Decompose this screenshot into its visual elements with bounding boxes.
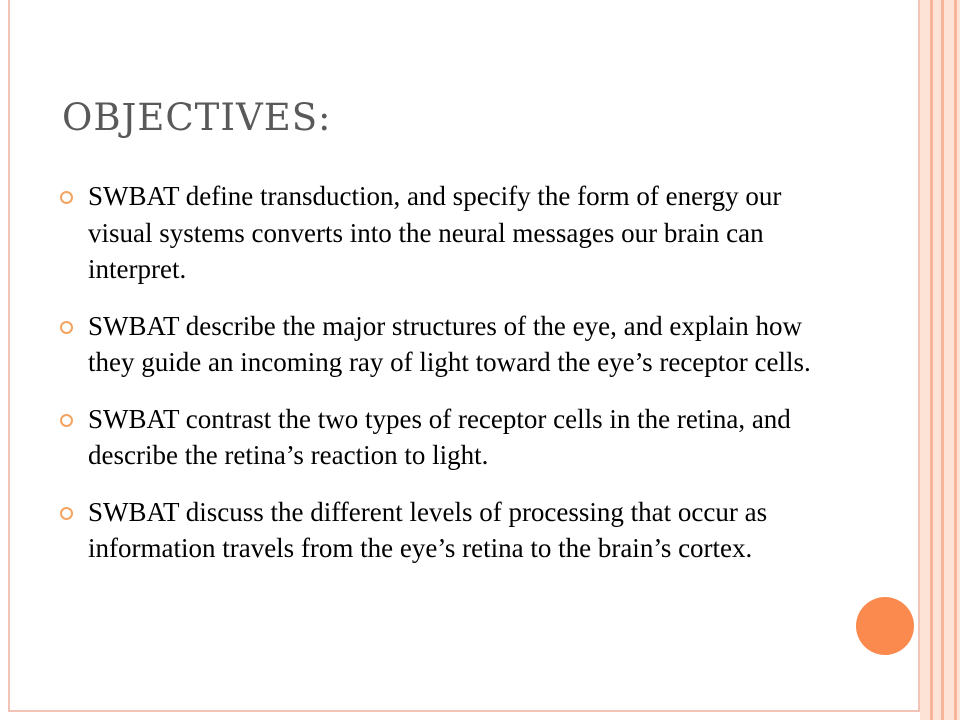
bullet-circle-icon	[60, 191, 73, 204]
bullet-item	[60, 308, 840, 381]
bullet-circle-icon	[60, 414, 73, 427]
stripe-decoration	[944, 0, 954, 720]
bullet-item	[60, 494, 840, 567]
bullet-text: SWBAT describe the major structures of the eye, and explain how they guide an incoming ray of light toward the eye’s receptor cells.	[88, 310, 811, 377]
orange-circle-decoration	[856, 597, 914, 655]
bullet-item	[60, 178, 840, 288]
stripe-decoration	[920, 0, 930, 720]
bullet-circle-icon	[60, 321, 73, 334]
bullet-text: SWBAT discuss the different levels of processing that occur as information travels from the eye’s retina to the brain’s cortex.	[88, 496, 768, 563]
bullet-circle-icon	[60, 507, 73, 520]
objectives-list	[60, 178, 840, 587]
bullet-item	[60, 401, 840, 474]
slide-title: OBJECTIVES:	[62, 96, 332, 139]
bullet-text: SWBAT define transduction, and specify the form of energy our visual systems converts into the neural messages our brain can interpret.	[88, 181, 782, 284]
side-stripes-decoration	[920, 0, 960, 720]
stripe-decoration	[933, 0, 941, 720]
bullet-text: SWBAT contrast the two types of receptor cells in the retina, and describe the retina’s reaction to light.	[88, 403, 791, 470]
